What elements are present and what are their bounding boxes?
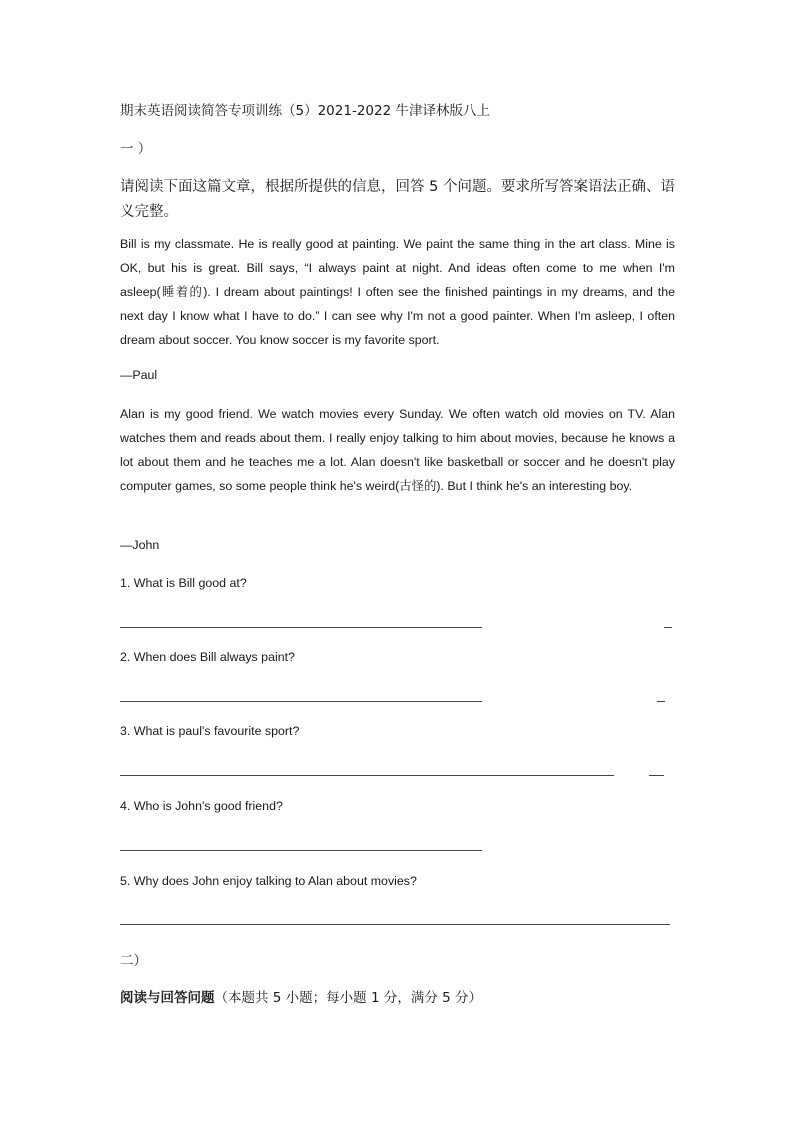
answer-line-5[interactable] [120, 924, 670, 925]
instruction-text: 请阅读下面这篇文章，根据所提供的信息，回答 5 个问题。要求所写答案语法正确、语义完整。 [120, 179, 675, 220]
answer-line-2-end [657, 701, 665, 702]
answer-line-3[interactable] [120, 775, 614, 776]
question-2: 2. When does Bill always paint? [120, 650, 295, 664]
document-title: 期末英语阅读简答专项训练（5）2021-2022 牛津译林版八上 [120, 103, 490, 119]
part-two-heading [120, 986, 482, 1006]
section-two-label: 二） [120, 953, 147, 969]
answer-line-1[interactable] [120, 627, 482, 628]
question-3: 3. What is paul's favourite sport? [120, 724, 300, 738]
answer-line-4[interactable] [120, 850, 482, 851]
passage-paul-signature: —Paul [120, 368, 158, 382]
passage-john-signature: —John [120, 538, 160, 552]
question-4: 4. Who is John's good friend? [120, 799, 283, 813]
question-5: 5. Why does John enjoy talking to Alan about movies? [120, 874, 417, 888]
passage-paul: Bill is my classmate. He is really good at painting. We paint the same thing in the art class. Mine is OK, but his is great. Bill says, “I always paint at night. And ideas often come to me when I'm asleep(睡着的). I dream about paintings! I often see the finished paintings in my dreams, and the next day I know what I have to do.” I can see why I'm not a good painter. When I'm asleep, I often dream about soccer. You know soccer is my favorite sport. [120, 237, 675, 347]
answer-line-2[interactable] [120, 701, 482, 702]
answer-line-3-end [649, 775, 664, 776]
question-1: 1. What is Bill good at? [120, 576, 247, 590]
section-one-label: 一 ） [120, 141, 152, 157]
part-two-scoring-note: （本题共 5 小题；每小题 1 分，满分 5 分） [214, 990, 483, 1006]
answer-line-1-end [664, 627, 672, 628]
passage-john: Alan is my good friend. We watch movies every Sunday. We often watch old movies on TV. Alan watches them and reads about them. I really enjoy talking to him about movies, because he knows a lot about them and he teaches me a lot. Alan doesn't like basketball or soccer and he doesn't play computer games, so some people think he's weird(古怪的). But I think he's an interesting boy. [120, 407, 675, 493]
part-two-heading-bold: 阅读与回答问题 [120, 990, 215, 1006]
